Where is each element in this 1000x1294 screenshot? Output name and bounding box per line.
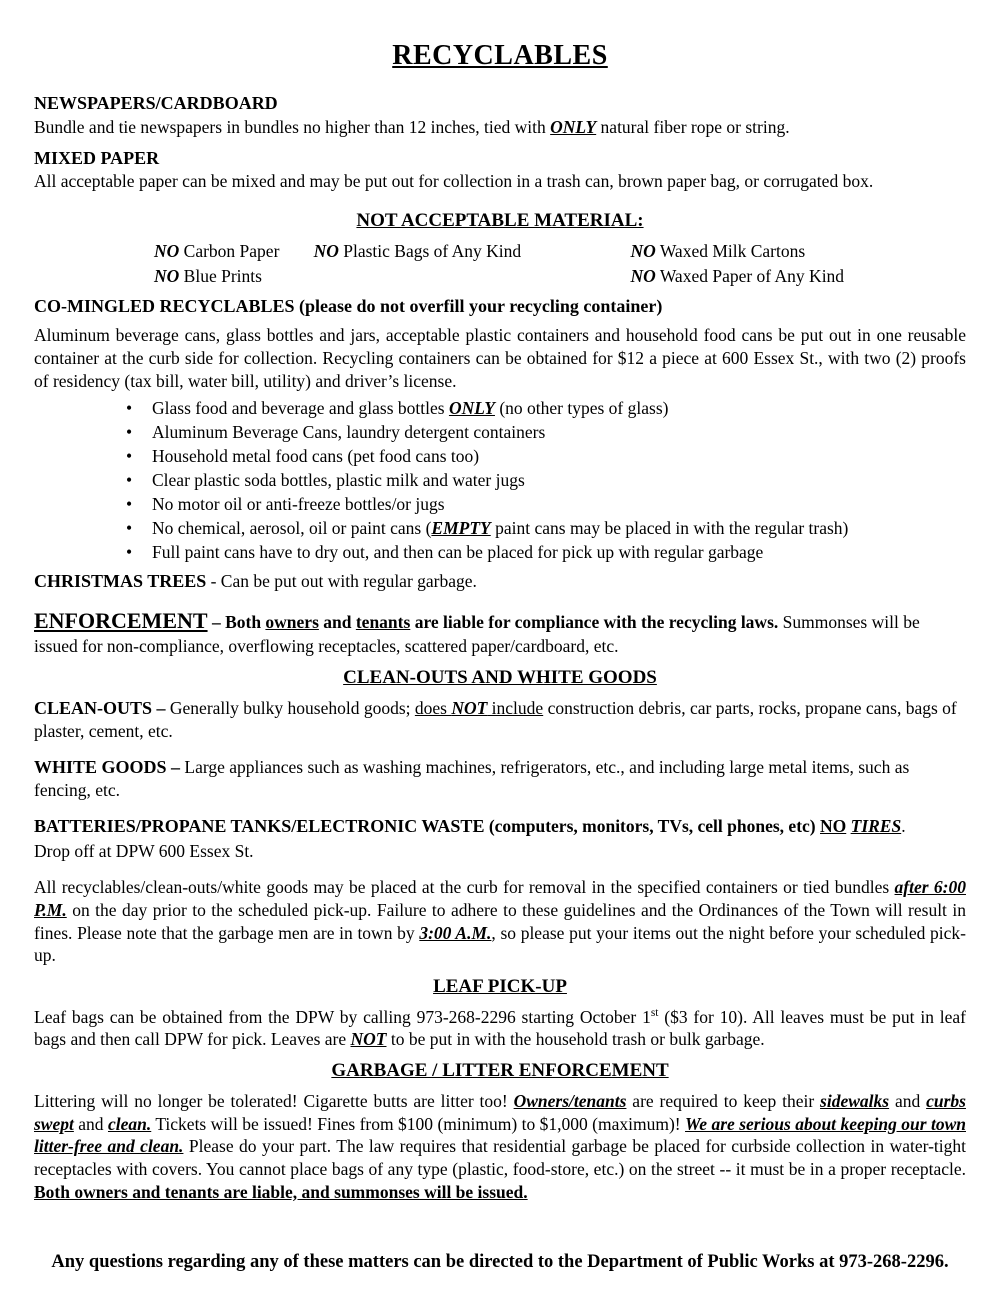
leaf-post: to be put in with the household trash or bulk garbage. [386,1029,765,1050]
footer-note: Any questions regarding any of these matters can be directed to the Department of Public Works at 973-268-2296. [51,1251,949,1272]
not-acceptable-item: Carbon Paper [183,241,280,262]
bullet-text-pre: No motor oil or anti-freeze bottles/or jugs [152,493,445,514]
batteries-tires: TIRES [850,815,902,836]
table-row [34,264,966,289]
section-heading-not-acceptable: NOT ACCEPTABLE MATERIAL: [356,209,644,231]
section-heading-garbage-litter: GARBAGE / LITTER ENFORCEMENT [331,1060,669,1082]
batteries-period: . [901,815,906,836]
cleanouts-post: construction debris, car parts, rocks, propane cans, bags of plaster, cement, etc. [34,697,957,741]
list-item [152,445,966,468]
section-curb-rules [34,876,966,967]
leaf-sup: st [650,1006,659,1019]
garbage-c: and [889,1090,927,1111]
curb-after-time: after 6:00 P.M. [34,877,966,920]
section-body-comingled: Aluminum beverage cans, glass bottles and jars, acceptable plastic containers and household food cans be put out in one reusable container at the curb side for collection. Recycling containers can be obtained for $12 a piece at 600 Essex St., with two (2) proofs of residency (tax bill, water bill, utility) and driver’s license. [34,325,966,391]
section-body-newspapers [34,116,966,139]
not-acceptable-cell [34,239,314,264]
not-acceptable-cell [630,239,966,264]
section-heading-mixed-paper: MIXED PAPER [34,147,160,168]
bullet-text-pre: Household metal food cans (pet food cans too) [152,445,480,466]
section-heading-newspapers: NEWSPAPERS/CARDBOARD [34,93,278,114]
section-batteries-dropoff: Drop off at DPW 600 Essex St. [34,841,254,862]
no-label: NO [630,266,656,287]
curb-line-2: on the day prior to the scheduled pick-up. Failure to adhere to these guidelines and the Ordinances of the Town will result in fines. Please note that the garbage men are in town by [34,899,966,943]
garbage-liable: Both owners and tenants are liable, and summonses will be issued. [34,1181,528,1202]
not-acceptable-cell [34,264,314,289]
bullet-text-pre: Clear plastic soda bottles, plastic milk and water jugs [152,469,525,490]
bullet-text-post: (no other types of glass) [494,397,669,418]
not-acceptable-item: Plastic Bags of Any Kind [343,241,522,262]
enforcement-heading: ENFORCEMENT [34,607,208,633]
garbage-e: Tickets will be issued! Fines from $100 (minimum) to $1,000 (maximum)! [151,1113,686,1134]
not-acceptable-cell [630,264,966,289]
page-title: RECYCLABLES [392,40,608,71]
no-label: NO [154,241,180,262]
no-label: NO [630,241,656,262]
bullet-emphasis: ONLY [448,397,495,418]
garbage-b: are required to keep their [626,1090,821,1111]
enforcement-tenants: tenants [355,611,411,632]
garbage-sidewalks: sidewalks [820,1090,890,1111]
garbage-serious: We are serious about keeping our town litter-free and clean. [34,1113,966,1157]
section-leaf-body [34,1006,966,1052]
list-item [152,493,966,516]
no-label: NO [313,241,339,262]
enforcement-tail: Summonses will be issued for non-compliance, overflowing receptacles, scattered paper/cardboard, etc. [34,611,920,657]
list-item [152,397,966,420]
garbage-clean: clean. [107,1113,152,1134]
garbage-a: Littering will no longer be tolerated! Cigarette butts are litter too! [34,1090,514,1111]
curb-garbage-time: 3:00 A.M. [419,922,492,943]
enforcement-lead-1: – Both [207,611,266,632]
curb-line-3: , so please put your items out the night before your scheduled pick-up. [34,922,966,966]
bullet-text-pre: Glass food and beverage and glass bottles [152,397,449,418]
enforcement-owners: owners [265,611,319,632]
section-batteries [34,815,966,838]
not-acceptable-item: Waxed Paper of Any Kind [659,266,845,287]
not-acceptable-table [34,239,966,289]
table-row [34,239,966,264]
section-white-goods [34,756,966,802]
cleanouts-pre: Generally bulky household goods; [165,697,415,718]
cleanouts-heading: CLEAN-OUTS – [34,697,166,718]
newspapers-emphasis: ONLY [550,116,597,137]
bullet-text-post: paint cans may be placed in with the regular trash) [490,517,849,538]
no-label: NO [154,266,180,287]
batteries-heading: BATTERIES/PROPANE TANKS/ELECTRONIC WASTE [34,815,485,836]
batteries-no: NO [820,815,847,836]
bullet-emphasis: EMPTY [431,517,491,538]
leaf-mid: ($3 for 10). All leaves must be put in leaf bags and then call DPW for pick. Leaves are [34,1006,967,1050]
list-item [152,421,966,444]
list-item [152,517,966,540]
section-body-mixed-paper: All acceptable paper can be mixed and may be put out for collection in a trash can, brown paper bag, or corrugated box. [34,170,874,191]
garbage-d: and [73,1113,108,1134]
not-acceptable-cell [314,239,631,264]
garbage-curbs-swept: curbs swept [34,1090,966,1134]
cleanouts-not: NOT [451,697,488,718]
section-garbage-body [34,1090,966,1204]
enforcement-lead-3: are liable for compliance with the recycling laws. [410,611,779,632]
curb-line-1: All recyclables/clean-outs/white goods may be placed at the curb for removal in the specified containers or tied bundles [34,877,895,897]
leaf-pre: Leaf bags can be obtained from the DPW by calling 973-268-2296 starting October 1 [34,1006,651,1027]
enforcement-lead-2: and [318,611,356,632]
comingled-bullet-list [34,397,966,565]
newspapers-text-post: natural fiber rope or string. [596,116,790,137]
garbage-owners-tenants: Owners/tenants [513,1090,627,1111]
bullet-text-pre: Aluminum Beverage Cans, laundry detergent containers [152,421,546,442]
cleanouts-include: include [487,697,544,718]
garbage-f: Please do your part. The law requires that residential garbage be placed for curbside collection in water-tight receptacles with covers. You cannot place bags of any type (plastic, food-store, etc.) on the street -- it must be in a proper receptacle. [34,1136,967,1180]
christmas-body: - Can be put out with regular garbage. [206,571,477,592]
white-goods-body: Large appliances such as washing machines, refrigerators, etc., and including large metal items, such as fencing, etc. [34,756,910,801]
not-acceptable-cell-empty [314,264,631,289]
white-goods-heading: WHITE GOODS – [34,756,181,777]
list-item [152,541,966,564]
bullet-text-pre: No chemical, aerosol, oil or paint cans ( [152,517,432,538]
bullet-text-pre: Full paint cans have to dry out, and then can be placed for pick up with regular garbage [152,542,764,563]
section-cleanouts [34,697,966,743]
section-heading-leaf-pickup: LEAF PICK-UP [433,976,567,997]
batteries-heading-sub: (computers, monitors, TVs, cell phones, etc) [484,815,816,836]
not-acceptable-item: Waxed Milk Cartons [659,241,806,262]
not-acceptable-item: Blue Prints [183,266,262,287]
section-enforcement [34,607,966,658]
leaf-not: NOT [350,1029,387,1050]
cleanouts-does: does [414,697,452,718]
list-item [152,469,966,492]
christmas-heading: CHRISTMAS TREES [34,571,207,592]
section-christmas-trees [34,570,966,593]
newspapers-text-pre: Bundle and tie newspapers in bundles no higher than 12 inches, tied with [34,116,551,137]
section-heading-comingled: CO-MINGLED RECYCLABLES (please do not overfill your recycling container) [34,295,663,316]
section-heading-cleanouts-white-goods: CLEAN-OUTS AND WHITE GOODS [343,666,657,688]
